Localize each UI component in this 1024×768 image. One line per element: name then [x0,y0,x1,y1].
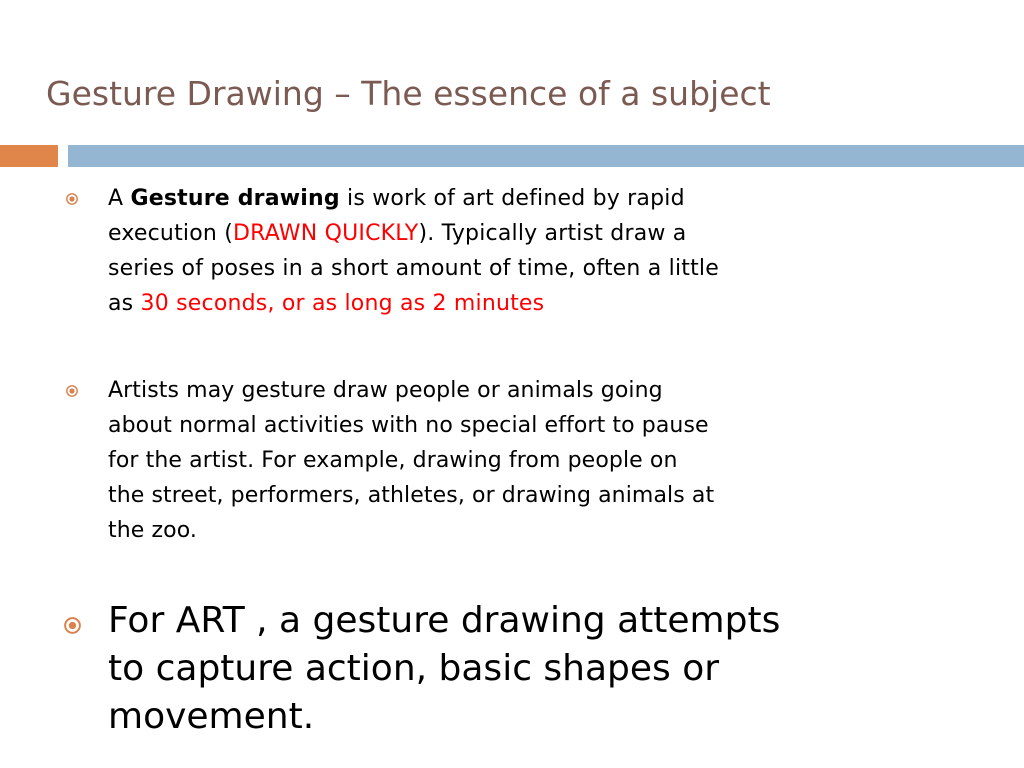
text-run: the street, performers, athletes, or drawing animals at [108,483,715,508]
text-run: is work of art defined by rapid [339,186,685,211]
highlight-text: 30 seconds, or as long as 2 minutes [140,291,545,316]
circled-dot-icon [64,617,81,634]
text-run: ). Typically artist draw a [418,221,687,246]
text-run: movement. [108,696,315,737]
text-run: A [108,186,131,211]
bullet-text-1 [108,181,888,321]
text-run: Artists may gesture draw people or animals going [108,378,663,403]
text-run: For ART , a gesture drawing attempts [108,600,781,641]
text-run: execution ( [108,221,233,246]
text-run: as [108,291,141,316]
text-run: to capture action, basic shapes or [108,648,720,689]
text-run: about normal activities with no special effort to pause [108,413,709,438]
text-run: the zoo. [108,518,197,543]
bullet-text-2 [108,373,888,548]
bold-term: Gesture drawing [130,186,340,211]
text-run: series of poses in a short amount of time, often a little [108,256,719,281]
slide-title: Gesture Drawing – The essence of a subject [46,74,771,113]
circled-dot-icon [66,385,78,397]
bullet-text-3 [108,597,908,741]
circled-dot-icon [66,193,78,205]
text-run: for the artist. For example, drawing from people on [108,448,678,473]
highlight-text: DRAWN QUICKLY [232,221,419,246]
